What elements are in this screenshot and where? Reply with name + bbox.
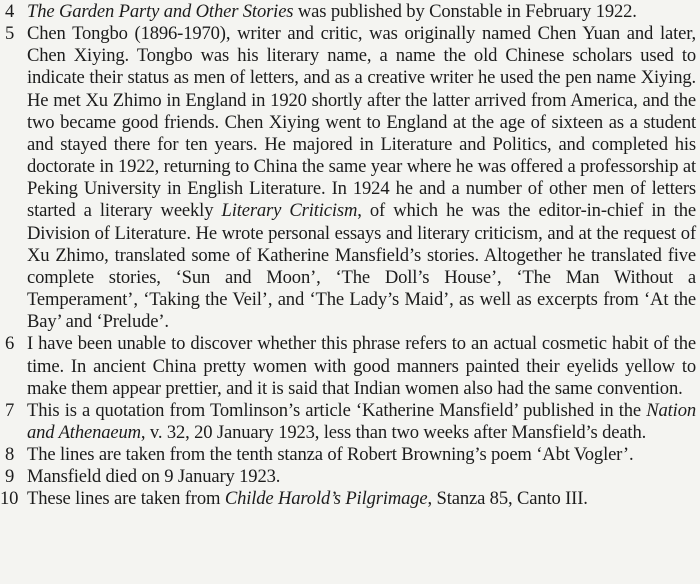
endnote-text	[27, 466, 696, 488]
book-title: The Garden Party and Other Stories	[27, 1, 294, 22]
text-segment: The lines are taken from the tenth stanza of Robert Browning’s poem ‘Abt Vogler’.	[27, 444, 634, 466]
text-segment: I have been unable to discover whether this phrase refers to an actual cosmetic habit of the time. In ancient China pretty women with good manners painted their eyelids yellow to make them appear prettier, and it is said that Indian women also had the same convention.	[27, 333, 696, 399]
endnote-9	[5, 466, 696, 488]
text-segment: was published by Constable in February 1922.	[293, 1, 637, 22]
publication-title: Literary Criticism	[221, 200, 358, 222]
text-segment: Chen Tongbo (1896-1970), writer and critic, was originally named Chen Yuan and later, Chen Xiying. Tongbo was his literary name, a name the old Chinese scholars used to indicate their status as men of letters, and as a creative writer he used the pen name Xiying. He met Xu Zhimo in England in 1920 shortly after the latter arrived from America, and the two became good friends. Chen Xiying went to England at the age of sixteen as a student and stayed there for ten years. He majored in Literature and Politics, and completed his doctorate in 1922, returning to China the same year where he was offered a professorship at Peking University in English Literature. In 1924 he and a number of other men of letters started a literary weekly	[27, 23, 696, 222]
endnote-5	[5, 23, 696, 333]
endnote-number: 6	[5, 333, 15, 355]
endnote-4	[5, 1, 696, 23]
text-segment: , Stanza 85, Canto III.	[427, 488, 588, 510]
text-segment: This is a quotation from Tomlinson’s article ‘Katherine Mansfield’ published in the	[27, 399, 647, 421]
endnote-number: 10	[0, 488, 19, 510]
endnote-8	[5, 444, 696, 466]
endnote-number: 7	[5, 399, 15, 421]
endnote-text	[27, 333, 696, 399]
text-segment: , v. 32, 20 January 1923, less than two weeks after Mansfield’s death.	[140, 421, 647, 443]
text-segment: , of which he was the editor-in-chief in the Division of Literature. He wrote personal essays and literary criticism, and at the request of Xu Zhimo, translated some of Katherine Mansfield’s stories. Altogether he translated five complete stories, ‘Sun and Moon’, ‘The Doll’s House’, ‘The Man Without a Temperament’, ‘Taking the Veil’, and ‘The Lady’s Maid’, as well as excerpts from ‘At the Bay’ and ‘Prelude’.	[27, 200, 696, 333]
text-segment: Mansfield died on 9 January 1923.	[27, 466, 281, 488]
endnote-number: 9	[5, 466, 15, 488]
publication-title: Nation and Athenaeum	[27, 399, 696, 443]
endnote-6	[5, 333, 696, 399]
endnote-7	[5, 400, 696, 444]
endnote-text	[27, 400, 696, 444]
endnote-10	[0, 488, 696, 510]
endnote-number: 4	[5, 1, 15, 22]
text-segment: These lines are taken from	[27, 488, 225, 510]
endnote-number: 5	[5, 23, 15, 45]
endnote-text	[27, 23, 696, 333]
endnote-text	[27, 444, 696, 466]
endnote-text	[27, 1, 696, 23]
book-title: Childe Harold’s Pilgrimage	[224, 488, 428, 510]
endnote-number: 8	[5, 444, 15, 466]
endnote-text	[27, 488, 696, 510]
